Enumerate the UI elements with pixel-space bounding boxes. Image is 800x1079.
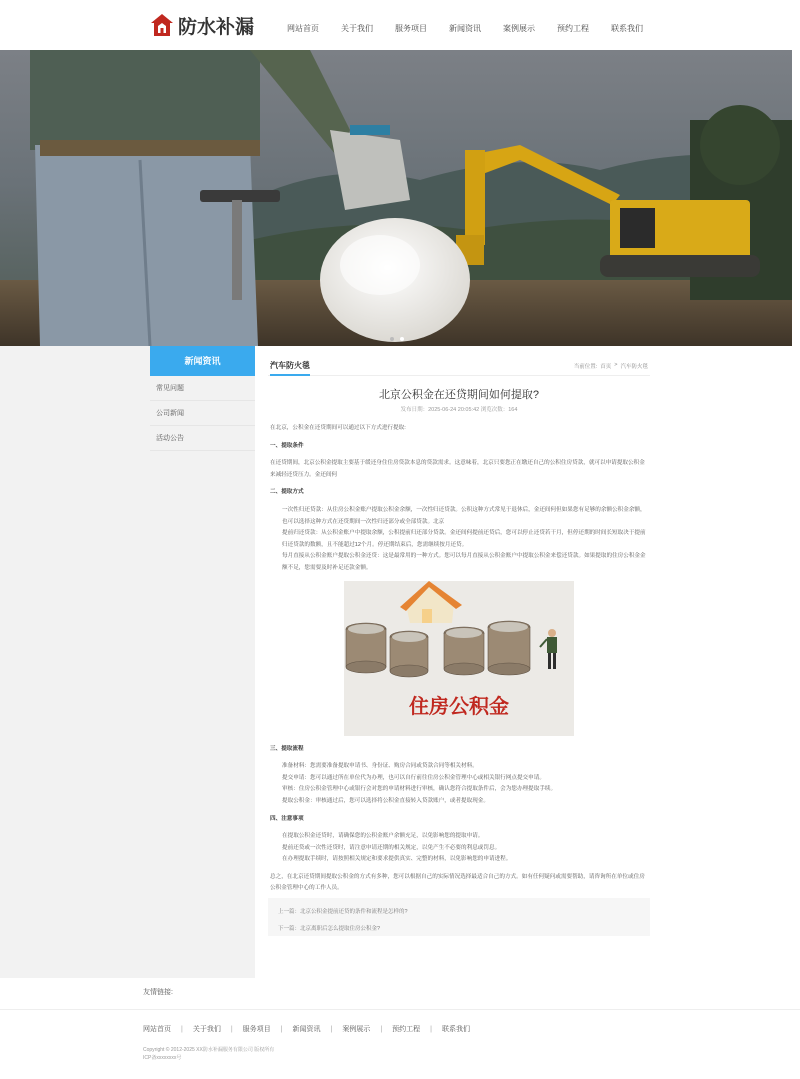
breadcrumb — [574, 362, 648, 370]
section-heading-process: 三、提取流程 — [270, 745, 304, 752]
footer-separator: | — [230, 1025, 233, 1033]
sidebar-item-events[interactable]: 活动公告 — [150, 426, 255, 451]
nav-booking[interactable]: 预约工程 — [557, 24, 589, 33]
prev-article-link[interactable]: 上一篇：北京公积金提前还贷的条件和流程是怎样的? — [278, 909, 408, 915]
footer-nav-booking[interactable]: 预约工程 — [392, 1026, 421, 1033]
paragraph-conclusion: 总之，在北京还贷期间提取公积金的方式有多种，您可以根据自己的实际情况选择最适合自己的方式。如有任何疑问或需要帮助，请咨询所在单位或住房公积金管理中心的工作人员。 — [270, 873, 645, 892]
paragraph-process-1: 准备材料：您需要准备提取申请书、身份证、购房合同或贷款合同等相关材料。 — [282, 763, 478, 770]
housing-fund-image — [344, 581, 574, 736]
logo-text: 防水补漏 — [178, 15, 255, 38]
house-logo-icon — [150, 13, 174, 37]
footer-separator: | — [330, 1025, 333, 1033]
nav-about[interactable]: 关于我们 — [341, 24, 373, 33]
footer-nav-home[interactable]: 网站首页 — [143, 1026, 171, 1033]
banner-pager — [390, 337, 404, 341]
site-logo[interactable] — [150, 12, 254, 38]
sidebar-item-company-news[interactable]: 公司新闻 — [150, 401, 255, 426]
breadcrumb-current[interactable]: 汽车防火毯 — [620, 364, 648, 370]
sidebar — [150, 346, 255, 451]
breadcrumb-label: 当前位置: — [573, 364, 598, 370]
section-title: 汽车防火毯 — [270, 360, 310, 376]
prev-next-box — [268, 898, 650, 936]
image-caption: 住房公积金 — [409, 693, 509, 718]
footer-separator: | — [380, 1025, 383, 1033]
banner-dot-2[interactable] — [400, 337, 404, 341]
icp-number[interactable]: ICP备xxxxxxxx号 — [143, 1055, 182, 1061]
friend-links-label: 友情链接: — [143, 989, 173, 996]
footer-nav — [143, 1024, 470, 1034]
main-nav — [276, 0, 654, 50]
article-body — [268, 423, 650, 895]
nav-home[interactable]: 网站首页 — [287, 24, 319, 33]
paragraph-method-2: 提前归还贷款：从公积金账户中提取余额，公积提前归还部分贷款。金还间何提前还贷后，您可以停止还贷若干月，但停还期的时间长短取决于提前归还贷款的数额，且不能超过12个月。停还期结束后，您需继续按月还贷。 — [282, 530, 646, 548]
copyright-text: Copyright © 2012-2025 XX防水补漏服务有限公司 版权所有 — [143, 1047, 275, 1053]
footer-separator: | — [280, 1025, 283, 1033]
paragraph-process-2: 提交申请：您可以通过所在单位代为办理，也可以自行前往住房公积金管理中心或相关银行网点提交申请。 — [282, 774, 545, 781]
footer-nav-cases[interactable]: 案例展示 — [342, 1026, 371, 1033]
paragraph-method-1: 一次性归还贷款：从住房公积金账户提取公积金余额，一次性归还贷款。公积这种方式常见于退休后，金还间何但如果您有足够的余额公积金余额，也可以选择这种方式在还贷期间一次性归还部分或全部贷款。北京 — [282, 506, 646, 525]
paragraph-conditions: 在还贷期间，北京公积金提取主要基于缓还身住住房贷款本息的贷款需求。这意味着，北京只要您正在缴还自己的公积住房贷款，就可以申请提取公积金来减轻还贷压力。金还间何 — [270, 460, 645, 478]
footer-nav-about[interactable]: 关于我们 — [192, 1026, 221, 1033]
nav-services[interactable]: 服务项目 — [395, 24, 427, 33]
nav-contact[interactable]: 联系我们 — [611, 24, 643, 33]
paragraph-method-3: 每月直接从公积金账户提取公积金还贷：这是最常用的一种方式。您可以每月直接从公积金账户中提取公积金来偿还贷款。如果提取的住房公积金金额不足，您需要及时补足还款金额。 — [282, 553, 646, 571]
article-area — [268, 346, 650, 895]
footer-nav-services[interactable]: 服务项目 — [242, 1026, 271, 1033]
paragraph-process-4: 提取公积金：审核通过后，您可以选择将公积金直接转入贷款账户，或者提取现金。 — [282, 797, 489, 804]
footer-nav-contact[interactable]: 联系我们 — [441, 1026, 470, 1033]
banner-image — [0, 50, 792, 346]
sidebar-title: 新闻资讯 — [150, 346, 255, 376]
paragraph-note-2: 提前还贷或一次性还贷时，请注意申请还期的相关规定，以免产生不必要的利息或罚息。 — [282, 844, 501, 851]
section-heading-methods: 二、提取方式 — [270, 489, 304, 496]
article-intro: 在北京，公积金在还贷期间可以通过以下方式进行提取: — [270, 425, 406, 431]
footer-separator: | — [430, 1025, 432, 1033]
footer-divider — [0, 1009, 800, 1010]
banner-dot-1[interactable] — [390, 337, 394, 341]
nav-cases[interactable]: 案例展示 — [503, 24, 535, 33]
paragraph-note-3: 在办理提取手续时，请按照相关规定和要求提供真实、完整的材料，以免影响您的申请进程。 — [282, 856, 512, 863]
footer-separator: | — [181, 1025, 183, 1033]
breadcrumb-separator: > — [614, 362, 618, 368]
content-header — [268, 346, 650, 376]
copyright — [143, 1046, 274, 1062]
nav-news[interactable]: 新闻资讯 — [449, 24, 481, 33]
article-meta: 发布日期：2025-06-24 20:05:42 浏览次数：164 — [400, 407, 518, 413]
next-article-link[interactable]: 下一篇：北京离职后怎么提取住房公积金? — [278, 926, 381, 932]
hero-banner — [0, 50, 792, 346]
section-heading-notes: 四、注意事项 — [270, 815, 304, 822]
paragraph-note-1: 在提取公积金还贷时，请确保您的公积金账户余额充足，以免影响您的提取申请。 — [282, 833, 484, 840]
footer-nav-news[interactable]: 新闻资讯 — [292, 1026, 321, 1033]
paragraph-process-3: 审核：住房公积金管理中心或银行会对您的申请材料进行审核，确认您符合提取条件后，会为您办理提取手续。 — [282, 786, 557, 793]
site-header — [0, 0, 800, 50]
sidebar-item-faq[interactable]: 常见问题 — [150, 376, 255, 401]
breadcrumb-home[interactable]: 首页 — [600, 364, 612, 370]
article-title: 北京公积金在还贷期间如何提取? — [378, 389, 540, 401]
section-heading-conditions: 一、提取条件 — [270, 442, 304, 449]
